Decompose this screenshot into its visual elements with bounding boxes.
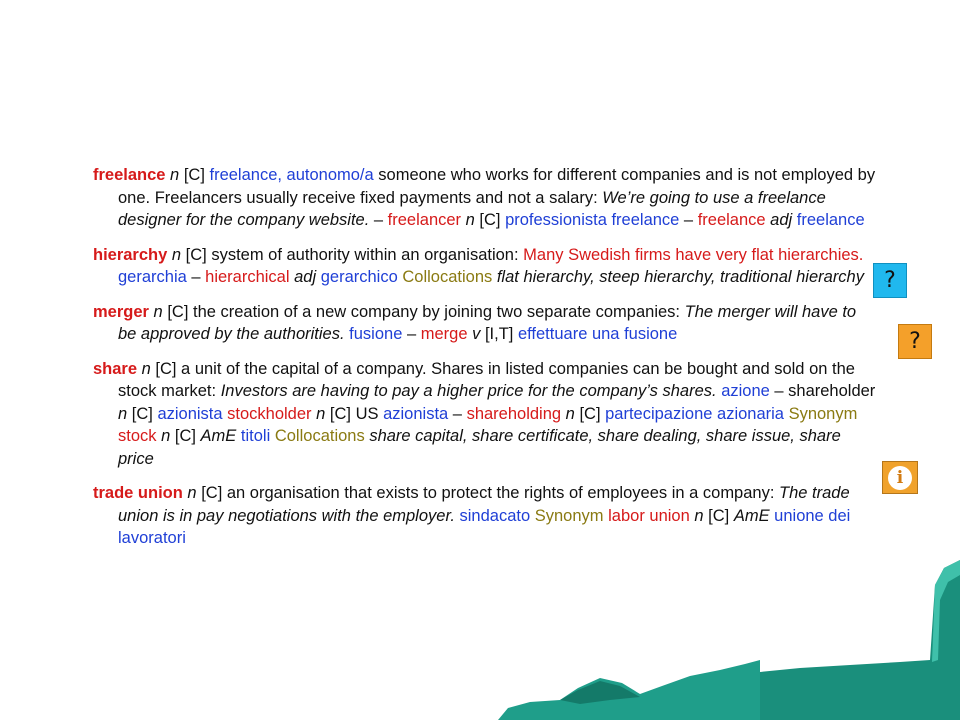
entry-text-segment: adj (289, 268, 321, 286)
entry-text-segment: freelancer (387, 211, 462, 229)
entry-text-segment: labor union (608, 506, 690, 525)
entry-text-segment: partecipazione azionaria (605, 404, 784, 423)
entry-text-segment: n (167, 245, 186, 264)
entry-text-segment: azione (721, 382, 770, 400)
entry-text-segment: Synonym (534, 506, 604, 525)
entry-text-segment: azionista (383, 404, 449, 423)
headword: hierarchy (93, 245, 168, 264)
entry-text-segment: n (156, 427, 175, 445)
entry-text-segment: – (369, 211, 388, 229)
entry-text-segment: stockholder (227, 404, 312, 423)
entry-text-segment: [C] (708, 506, 734, 525)
entry-text-segment: n (689, 506, 709, 525)
entry-text-segment: – (448, 404, 467, 423)
entry-text-segment: sindacato (459, 506, 531, 525)
entry-text-segment: The merger will have to be approved by the authorities. (118, 302, 857, 343)
info-icon: i (888, 466, 912, 490)
entry-text-segment: [C] (579, 404, 606, 423)
entry-text-segment: – (402, 325, 421, 343)
entry-text-segment: effettuare una fusione (517, 325, 678, 343)
entry-text-segment: Synonym (788, 404, 858, 423)
entry-text-segment: [C] (479, 211, 506, 229)
entry-text-segment: – (186, 268, 206, 286)
entry-text-segment: merge (420, 325, 468, 343)
headword: trade union (93, 484, 183, 502)
entry-text-segment: v (467, 325, 485, 343)
headword: freelance (93, 166, 166, 184)
wave-shape-right (760, 560, 960, 720)
entry-text-segment: adj (765, 211, 797, 229)
entry-text-segment: n (148, 302, 168, 321)
entry-text-segment: freelance (697, 211, 766, 229)
entry-text-segment: [C] a unit of the capital of a company. Shares in listed companies can be bought and sold on the stock market: (118, 359, 855, 400)
entry-text-segment: n (182, 484, 202, 502)
entry-text-segment: hierarchical (205, 268, 290, 286)
entry-text-segment: Collocations (274, 427, 365, 445)
entry-text-segment: stock (118, 427, 157, 445)
entry-text-segment: azionista (157, 404, 223, 423)
entry-text-segment: freelance, autonomo/a (209, 166, 374, 184)
entry-text-segment: [C] the creation of a new company by joining two separate companies: (167, 302, 685, 321)
entry-text-segment: We’re going to use a freelance designer for the company website. (118, 188, 826, 229)
entry-text-segment: gerarchia (118, 268, 187, 286)
entry-text-segment: AmE (733, 506, 770, 525)
entry-text-segment: someone who works for different companies and is not employed by one. Freelancers usually receive fixed payments and not a salary: (118, 166, 876, 207)
entry-text-segment: Many Swedish firms have very flat hierarchies. (523, 245, 864, 264)
entry-text-segment: share capital, share certificate, share dealing, share issue, share price (118, 427, 841, 468)
entry-text-segment: [C] (174, 427, 201, 445)
entry-text-segment: flat hierarchy, steep hierarchy, traditional hierarchy (496, 268, 864, 286)
entry-text-segment: The trade union is in pay negotiations with the employer. (118, 484, 850, 525)
entry-text-segment: n (165, 166, 184, 184)
entry-text-segment: n (118, 404, 132, 423)
entry-text-segment: n (137, 359, 156, 378)
entry-text-segment: AmE (200, 427, 237, 445)
entry-text-segment: [I,T] (484, 325, 518, 343)
entry-text-segment: [C] system of authority within an organisation: (185, 245, 524, 264)
entry-text-segment: [C] US (329, 404, 384, 423)
entry-text-segment: shareholding (466, 404, 562, 423)
entry-text-segment: n (461, 211, 480, 229)
entry-text-segment: Collocations (402, 268, 493, 286)
entry-text-segment: professionista freelance (505, 211, 680, 229)
entry-text-segment: n (561, 404, 580, 423)
entry-text-segment: titoli (240, 427, 271, 445)
entry-text-segment: – (679, 211, 698, 229)
headword: merger (93, 302, 149, 321)
entry-text-segment: – shareholder (769, 382, 876, 400)
question-icon: ? (909, 329, 921, 354)
entry-text-segment: n (311, 404, 330, 423)
entry-text-segment: fusione (349, 325, 403, 343)
entry-text-segment: [C] (183, 166, 210, 184)
question-icon: ? (884, 268, 896, 293)
wave-shape-left (498, 660, 760, 720)
headword: share (93, 359, 138, 378)
entry-text-segment: Investors are having to pay a higher price for the company’s shares. (220, 382, 717, 400)
entry-text-segment: [C] an organisation that exists to protect the rights of employees in a company: (201, 484, 780, 502)
entry-text-segment: [C] (131, 404, 158, 423)
entry-text-segment: freelance (796, 211, 865, 229)
entry-text-segment: unione dei lavoratori (118, 506, 851, 547)
entry-text-segment: gerarchico (320, 268, 398, 286)
